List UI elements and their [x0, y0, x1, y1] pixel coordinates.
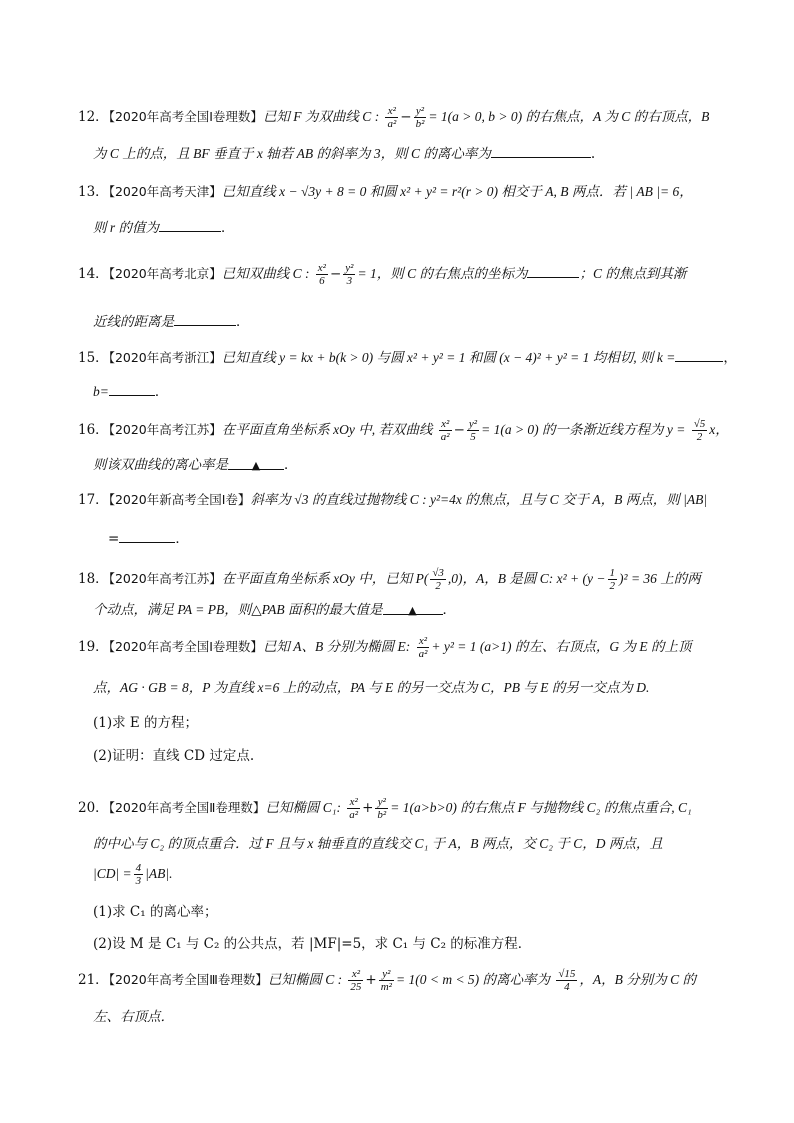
question-source: 【2020年高考江苏】 [108, 422, 222, 437]
answer-blank[interactable]: ▲ [383, 600, 443, 615]
document-page: 12．【2020年高考全国Ⅰ卷理数】已知 F 为双曲线 C : $\frac{\text{x²}}{\text{a²}}$ − $\frac{\text{y²}}{\text{b²}}$ = 1(a > 0, b > 0) 的右焦点，A 为 C 的右顶点，B 为 C 上的点，且 BF 垂直于 x 轴若 AB 的斜率为 3，则 C 的离心率为 . 13．【2020年高考天津】已知直线 x − √3y + 8 = 0 和圆 x² + y² = r²(r > 0) 相交于 A, B 两点．若 | AB |= 6， 则 r 的值为 ． 14．【2020年高考北京】已知双曲线 C : $\frac{\text{x²}}{6}$ − $\frac{\text{y²}}{3}$ = 1，则 C 的右焦点的坐标为 ；C 的焦点到其渐 近线的距离是 ． 15．【2020年高考浙江】已知直线 y = kx + b(k > 0) 与圆 x² + y² = 1 和圆 (x − 4)² + y² = 1 均相切, 则 k = ， b= ． 16．【2020年高考江苏】在平面直角坐标系 xOy 中, 若双曲线 $\frac{\text{x²}}{\text{a²}}$ − $\frac{\text{y²}}{5}$ = 1(a > 0) 的一条渐近线方程为 y = $\frac{√5}{2}$ x， 则该双曲线的离心率是 ▲ ． 17．【2020年新高考全国Ⅰ卷】斜率为 √3 的直线过抛物线 C : y²=4x 的焦点，且与 C 交于 A，B 两点，则 |AB| = ． 18．【2020年高考江苏】在平面直角坐标系 xOy 中，已知 P( $\frac{√3}{2}$ ,0)，A，B 是圆 C: x² + (y − $\frac{1}{2}$ )² = 36 上的两 个动点，满足 PA = PB，则△PAB 面积的最大值是 ▲ ． 19．【2020年高考全国Ⅰ卷理数】已知 A、B 分别为椭圆 E: $\frac{\text{x²}}{\text{a²}}$ + y² = 1 (a>1) 的左、右顶点，G 为 E 的上顶 点，AG · GB = 8，P 为直线 x=6 上的动点，PA 与 E 的另一交点为 C，PB 与 E 的另一交点为 D. (1)求 E 的方程； (2)证明：直线 CD 过定点. 20．【2020年高考全国Ⅱ卷理数】已知椭圆 C₁: $\frac{\text{x²}}{\text{a²}}$ + $\frac{\text{y²}}{\text{b²}}$ = 1(a>b>0) 的右焦点 F 与抛物线 C₂ 的焦点重合, C₁ 的中心与 C₂ 的顶点重合．过 F 且与 x 轴垂直的直线交 C₁ 于 A，B 两点，交 C₂ 于 C，D 两点，且 |CD| = $\frac{4}{3}$ |AB|. (1)求 C₁ 的离心率； (2)设 M 是 C₁ 与 C₂ 的公共点，若 |MF|=5，求 C₁ 与 C₂ 的标准方程． 21．【2020年高考全国Ⅲ卷理数】已知椭圆 C : $\frac{\text{x²}}{25}$ + $\frac{\text{y²}}{\text{m²}}$ = 1(0 < m < 5) 的离心率为 $\frac{√15}{4}$ ，A，B 分别为 C 的 左、右顶点． [78, 105, 737, 1024]
answer-blank[interactable] [491, 143, 591, 158]
question-source: 【2020年新高考全国Ⅰ卷】 [108, 492, 251, 507]
question-number: 17． [78, 492, 109, 508]
question-number: 19． [78, 639, 109, 655]
question-number: 18． [78, 571, 109, 587]
question-source: 【2020年高考全国Ⅱ卷理数】 [108, 800, 266, 815]
question-source: 【2020年高考天津】 [108, 184, 222, 199]
subquestion-2: (2)证明：直线 CD 过定点. [93, 748, 255, 764]
answer-blank-1[interactable] [527, 263, 579, 278]
answer-blank[interactable] [159, 217, 221, 232]
answer-blank[interactable] [119, 528, 175, 543]
subquestion-2: (2)设 M 是 C₁ 与 C₂ 的公共点，若 |MF|=5，求 C₁ 与 C₂ 的标准方程． [93, 936, 532, 952]
question-source: 【2020年高考江苏】 [108, 571, 222, 586]
question-source: 【2020年高考全国Ⅲ卷理数】 [108, 972, 268, 987]
question-number: 13． [78, 184, 109, 200]
question-number: 20． [78, 800, 109, 816]
question-number: 14． [78, 266, 109, 282]
answer-blank[interactable]: ▲ [228, 455, 284, 470]
subquestion-1: (1)求 C₁ 的离心率； [93, 904, 218, 920]
question-number: 15． [78, 350, 109, 366]
answer-blank-2[interactable] [174, 311, 236, 326]
question-source: 【2020年高考全国Ⅰ卷理数】 [108, 639, 263, 654]
question-number: 16． [78, 422, 109, 438]
subquestion-1: (1)求 E 的方程； [93, 715, 199, 731]
answer-blank-2[interactable] [109, 381, 155, 396]
question-number: 21． [78, 972, 109, 988]
question-source: 【2020年高考全国Ⅰ卷理数】 [108, 109, 263, 124]
question-source: 【2020年高考浙江】 [108, 350, 222, 365]
question-number: 12． [78, 109, 109, 125]
question-source: 【2020年高考北京】 [108, 266, 222, 281]
answer-blank-1[interactable] [675, 347, 723, 362]
